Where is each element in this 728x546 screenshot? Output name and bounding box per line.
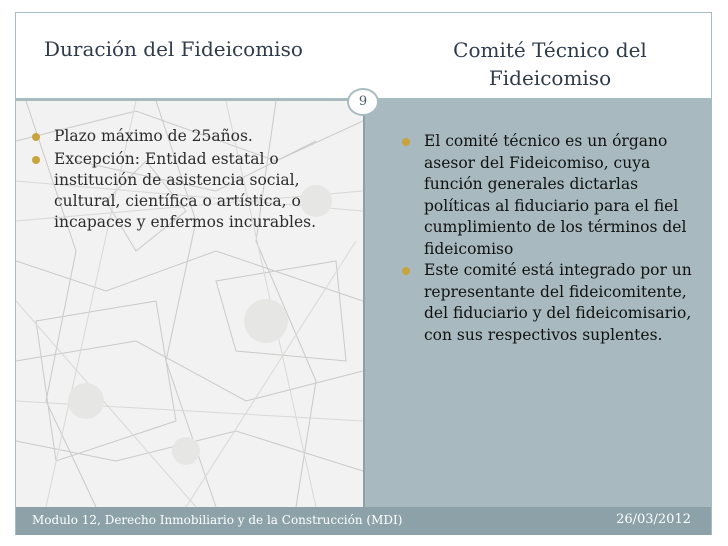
footer-date: 26/03/2012 — [616, 512, 691, 527]
right-title — [420, 36, 680, 92]
left-title: Duración del Fideicomiso — [44, 37, 303, 61]
left-bullet-item — [28, 149, 328, 233]
right-bullet-list — [398, 131, 703, 346]
footer-bar — [16, 507, 711, 535]
footer-course-text: Modulo 12, Derecho Inmobiliario y de la Construcción (MDI) — [32, 513, 403, 527]
right-bullet-text: Este comité está integrado por un representante del fideicomitente, del fiduciario y del fideicomisario, con sus respectivos suplentes. — [424, 261, 692, 344]
bullet-icon — [402, 267, 410, 275]
right-bullet-text: El comité técnico es un órgano asesor del Fideicomiso, cuya función generales dictarlas políticas al fiduciario para el fiel cumplimiento de los términos del fideicomiso — [424, 132, 687, 258]
left-bullet-item — [28, 126, 328, 147]
bullet-icon — [32, 133, 40, 141]
left-bullet-text: Excepción: Entidad estatal o institución de asistencia social, cultural, científica o artística, o incapaces y enfermos incurables. — [54, 150, 317, 231]
right-title-line1: Comité Técnico del — [453, 38, 647, 62]
vertical-divider — [363, 101, 365, 507]
left-bullet-list — [28, 126, 328, 235]
bullet-icon — [32, 156, 40, 164]
right-title-line2: Fideicomiso — [488, 66, 612, 90]
right-bullet-item — [398, 131, 703, 260]
bullet-icon — [402, 138, 410, 146]
left-bullet-text: Plazo máximo de 25años. — [54, 127, 253, 145]
page-number: 9 — [347, 88, 379, 116]
right-bullet-item — [398, 260, 703, 346]
